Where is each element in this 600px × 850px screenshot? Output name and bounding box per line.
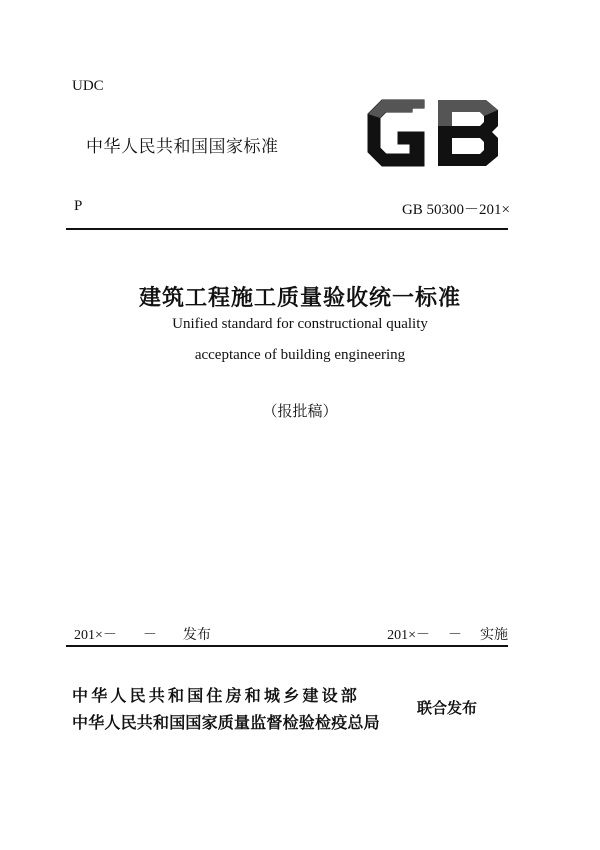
bottom-divider bbox=[66, 645, 508, 647]
udc-label: UDC bbox=[72, 78, 104, 94]
issue-label: 发布 bbox=[182, 628, 211, 643]
issue-year: 201×－ bbox=[74, 628, 117, 643]
implement-sep: － bbox=[448, 628, 462, 643]
standard-number: GB 50300－201× bbox=[401, 202, 510, 218]
joint-publish-label: 联合发布 bbox=[417, 699, 478, 717]
implement-date bbox=[387, 624, 508, 644]
top-divider bbox=[66, 228, 508, 230]
issue-sep: － bbox=[142, 628, 157, 643]
title-english-line1: Unified standard for constructional quality bbox=[172, 316, 428, 332]
title-chinese: 建筑工程施工质量验收统一标准 bbox=[138, 285, 461, 311]
gb-logo bbox=[362, 94, 504, 172]
issuer-ministry-housing: 中华人民共和国住房和城乡建设部 bbox=[72, 686, 361, 705]
implement-label: 实施 bbox=[480, 628, 508, 643]
issuer-aqsiq: 中华人民共和国国家质量监督检验检疫总局 bbox=[72, 713, 380, 732]
issue-date bbox=[74, 624, 211, 644]
category-code: P bbox=[74, 198, 83, 214]
standard-type-heading: 中华人民共和国国家标准 bbox=[86, 137, 279, 157]
draft-label: （报批稿） bbox=[262, 402, 338, 420]
implement-year: 201×－ bbox=[387, 628, 430, 643]
title-english-line2: acceptance of building engineering bbox=[194, 347, 406, 363]
